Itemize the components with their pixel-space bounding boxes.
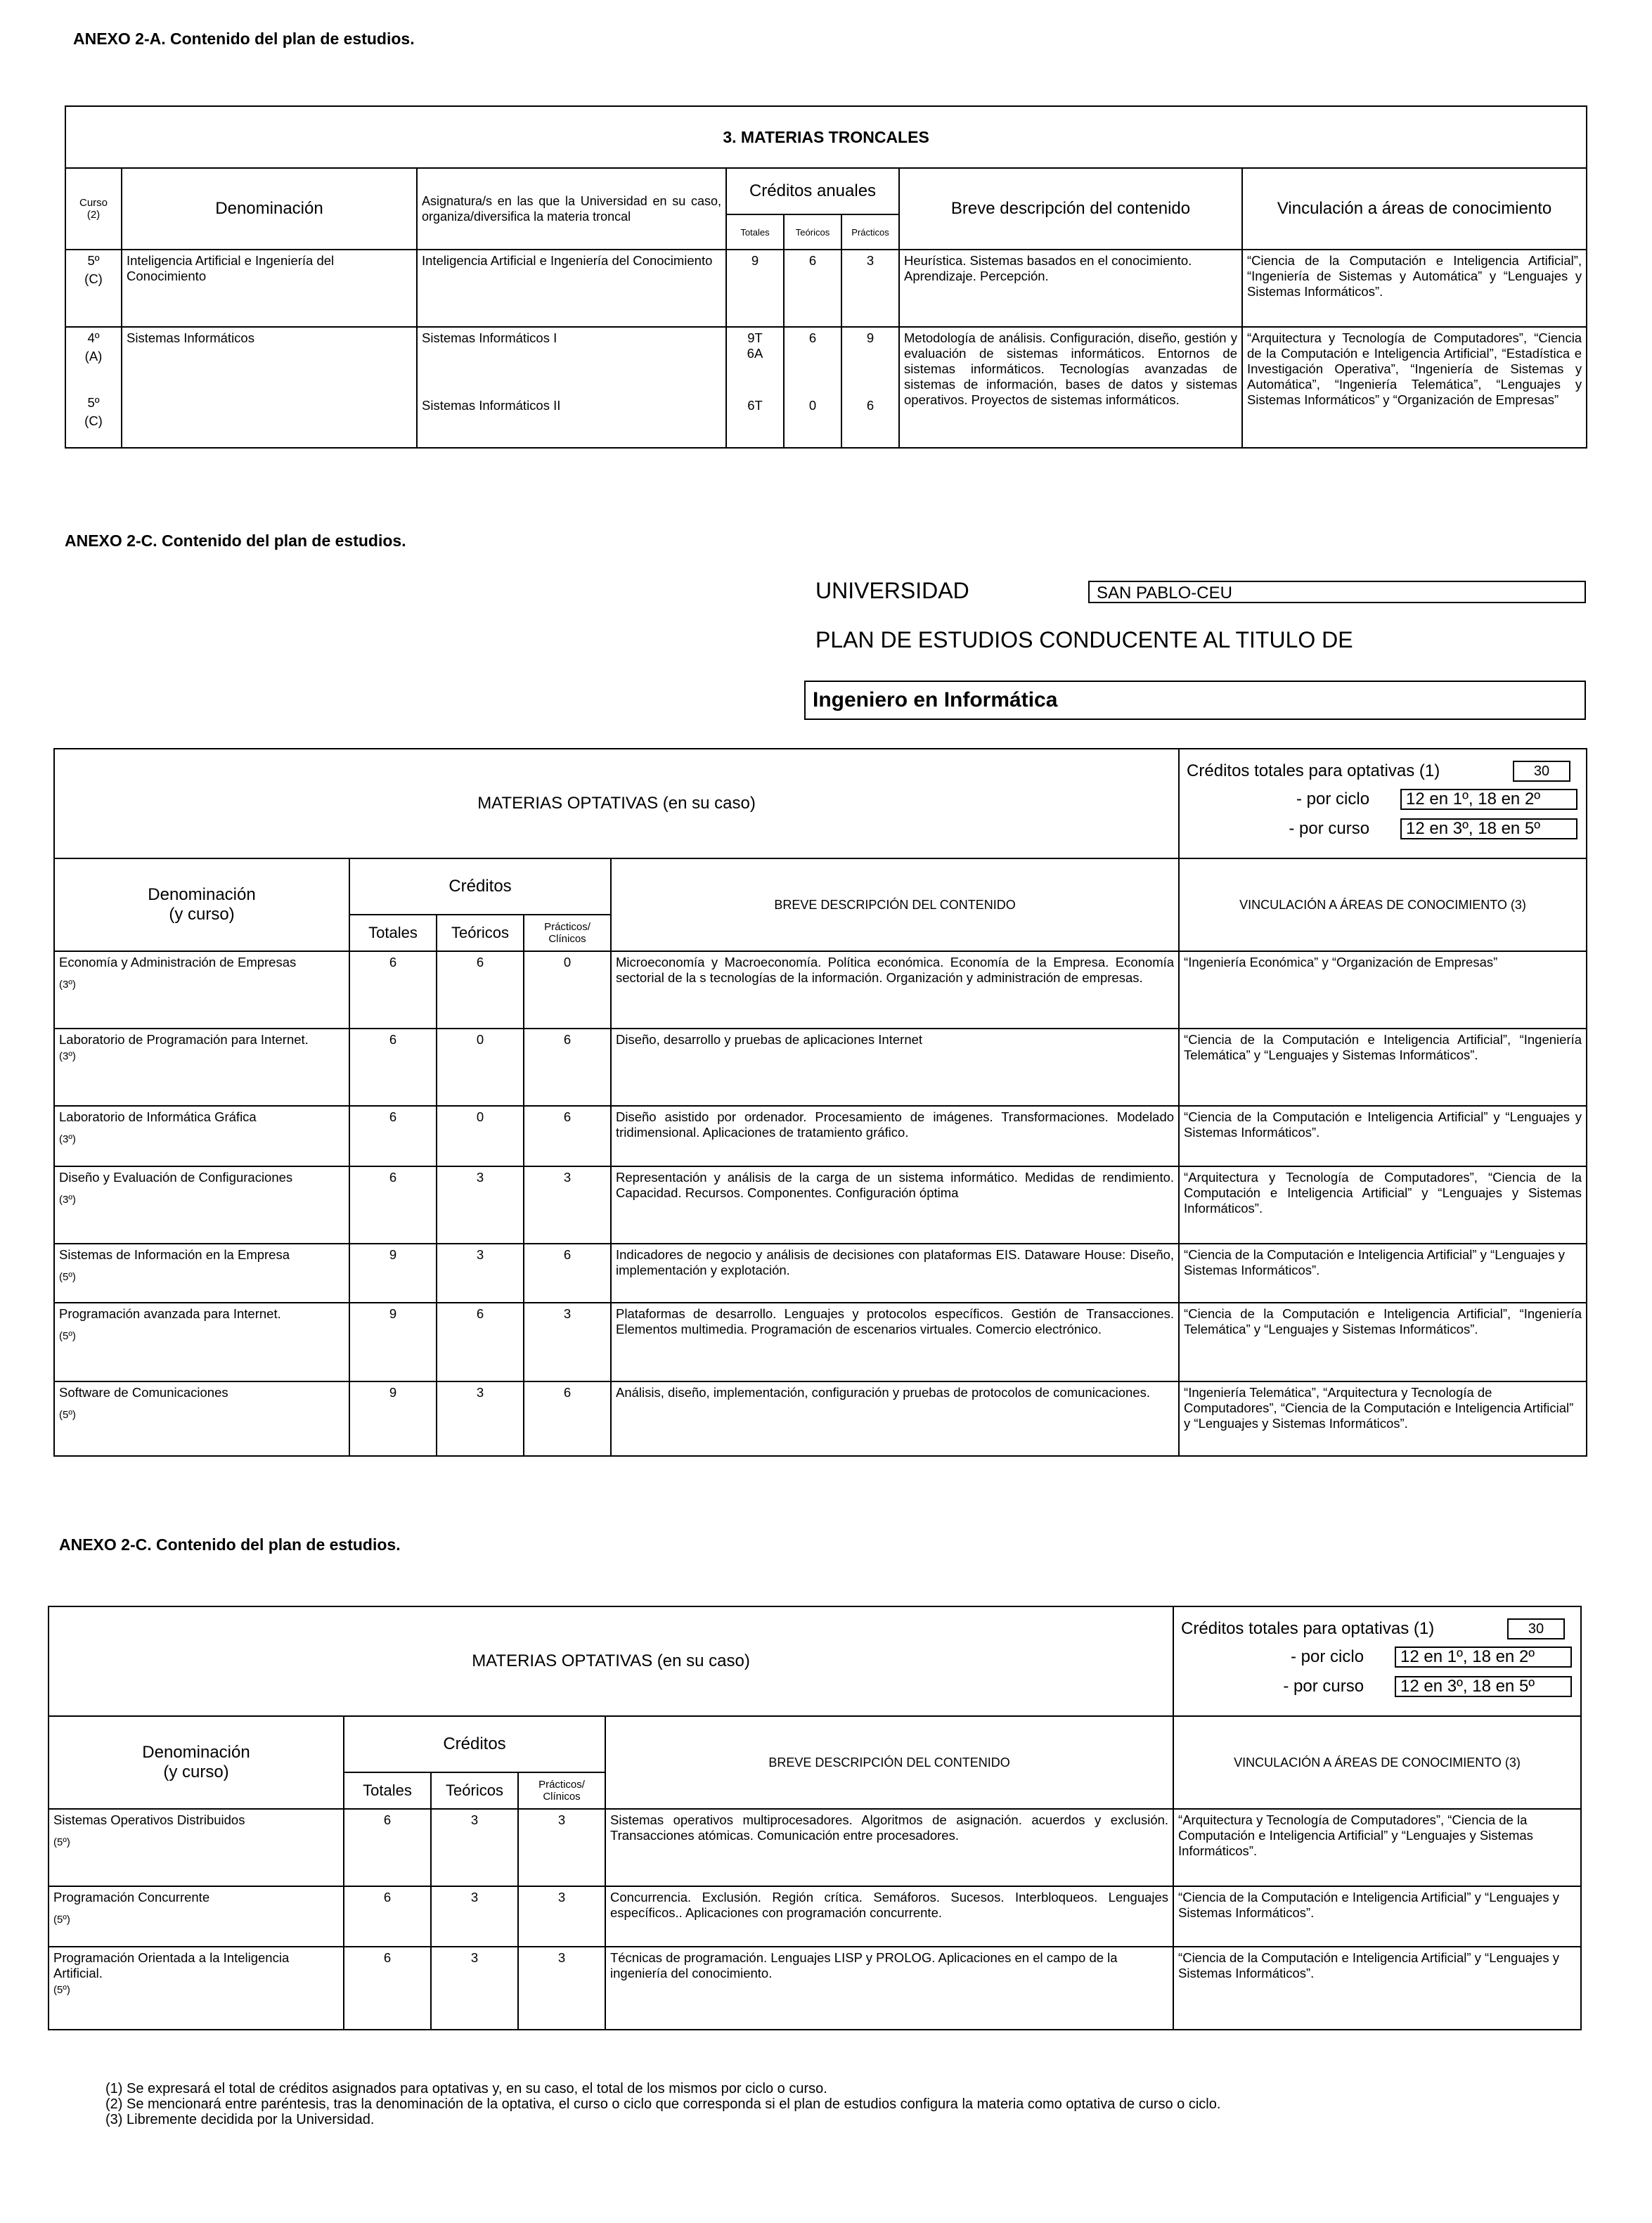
vinculacion-cell: “Arquitectura y Tecnología de Computadores”, “Ciencia de la Computación e Inteligencia Artificial”, “Estadística e Investigación Operativa”, “Ingeniería de Sistemas y Automática”, “Ingeniería Telemática”, “Lenguajes y Sistemas Informáticos” y “Organización de Empresas” [1242, 327, 1587, 448]
header-totales: Totales [726, 214, 784, 250]
header-descripcion: Breve descripción del contenido [899, 168, 1242, 250]
table-row [54, 1029, 1587, 1106]
curso-cell: 5º (C) [65, 250, 122, 327]
creditos-totales-panel [1179, 749, 1587, 858]
universidad-value: SAN PABLO-CEU [1088, 581, 1586, 603]
header-descripcion: BREVE DESCRIPCIÓN DEL CONTENIDO [605, 1716, 1173, 1809]
annex-a-title: ANEXO 2-A. Contenido del plan de estudios. [73, 30, 415, 48]
totales-cell: 9 [726, 250, 784, 327]
teoricos-cell: 3 [437, 1244, 524, 1303]
practicos-cell: 6 [524, 1106, 611, 1166]
table-row [65, 327, 1587, 448]
footnotes [105, 2081, 1547, 2127]
denominacion-cell: Laboratorio de Informática Gráfica (3º) [54, 1106, 349, 1166]
descripcion-cell: Heurística. Sistemas basados en el conocimiento. Aprendizaje. Percepción. [899, 250, 1242, 327]
creditos-totales-label: Créditos totales para optativas (1) [1187, 761, 1440, 780]
vinculacion-cell: “Arquitectura y Tecnología de Computadores”, “Ciencia de la Computación e Inteligencia Artificial” y “Lenguajes y Sistemas Informáticos”. [1179, 1166, 1587, 1244]
creditos-totales-label: Créditos totales para optativas (1) [1181, 1619, 1435, 1638]
totales-cell: 9T 6A 6T [726, 327, 784, 448]
table-row [54, 1166, 1587, 1244]
asignatura-cell: Inteligencia Artificial e Ingeniería del Conocimiento [417, 250, 726, 327]
denominacion-cell: Programación Concurrente (5º) [49, 1886, 344, 1947]
teoricos-cell: 0 [437, 1106, 524, 1166]
vinculacion-cell: “Ciencia de la Computación e Inteligencia Artificial” y “Lenguajes y Sistemas Informáticos”. [1173, 1947, 1581, 2030]
descripcion-cell: Técnicas de programación. Lenguajes LISP y PROLOG. Aplicaciones en el campo de la ingeniería del conocimiento. [605, 1947, 1173, 2030]
header-asignatura: Asignatura/s en las que la Universidad en su caso, organiza/diversifica la materia troncal [417, 168, 726, 250]
vinculacion-cell: “Ingeniería Telemática”, “Arquitectura y Tecnología de Computadores”, “Ciencia de la Computación e Inteligencia Artificial” y “Lenguajes y Sistemas Informáticos”. [1179, 1381, 1587, 1456]
practicos-cell: 3 [841, 250, 899, 327]
descripcion-cell: Diseño, desarrollo y pruebas de aplicaciones Internet [611, 1029, 1179, 1106]
table-row [49, 1947, 1581, 2030]
universidad-label: UNIVERSIDAD [815, 578, 969, 603]
vinculacion-cell: “Ciencia de la Computación e Inteligencia Artificial” y “Lenguajes y Sistemas Informáticos”. [1173, 1886, 1581, 1947]
header-denominacion: Denominación [122, 168, 417, 250]
troncales-table [65, 105, 1587, 449]
table-row [54, 1303, 1587, 1381]
denominacion-cell: Sistemas Informáticos [122, 327, 417, 448]
teoricos-cell: 6 [784, 250, 841, 327]
vinculacion-cell: “Ciencia de la Computación e Inteligencia Artificial”, “Ingeniería de Sistemas y Automática” y “Lenguajes y Sistemas Informáticos”. [1242, 250, 1587, 327]
table-row [54, 1381, 1587, 1456]
descripcion-cell: Análisis, diseño, implementación, configuración y pruebas de protocolos de comunicaciones. [611, 1381, 1179, 1456]
plan-label: PLAN DE ESTUDIOS CONDUCENTE AL TITULO DE [815, 627, 1353, 652]
table-row [54, 1106, 1587, 1166]
totales-cell: 9 [349, 1381, 437, 1456]
footnote: (3) Libremente decidida por la Universidad. [105, 2112, 375, 2127]
practicos-cell: 3 [524, 1166, 611, 1244]
header-curso: Curso (2) [65, 168, 122, 250]
practicos-cell: 3 [518, 1947, 605, 2030]
header-practicos: Prácticos/ Clínicos [524, 915, 611, 951]
teoricos-cell: 6 [437, 1303, 524, 1381]
table-row [49, 1886, 1581, 1947]
practicos-cell: 6 [524, 1244, 611, 1303]
optativas-table-2 [48, 1606, 1582, 2030]
denominacion-cell: Software de Comunicaciones (5º) [54, 1381, 349, 1456]
teoricos-cell: 3 [431, 1809, 518, 1886]
header-descripcion: BREVE DESCRIPCIÓN DEL CONTENIDO [611, 858, 1179, 951]
descripcion-cell: Microeconomía y Macroeconomía. Política económica. Economía de la Empresa. Economía sectorial de la s tecnologías de la información. Organización y administración de empresas. [611, 951, 1179, 1029]
totales-cell: 9 [349, 1303, 437, 1381]
vinculacion-cell: “Ciencia de la Computación e Inteligencia Artificial” y “Lenguajes y Sistemas Informáticos”. [1179, 1106, 1587, 1166]
teoricos-cell: 3 [437, 1381, 524, 1456]
header-practicos: Prácticos [841, 214, 899, 250]
practicos-cell: 9 6 [841, 327, 899, 448]
vinculacion-cell: “Ciencia de la Computación e Inteligencia Artificial”, “Ingeniería Telemática” y “Lenguajes y Sistemas Informáticos”. [1179, 1029, 1587, 1106]
annex-c1-title: ANEXO 2-C. Contenido del plan de estudios. [65, 531, 406, 550]
denominacion-cell: Diseño y Evaluación de Configuraciones (3º) [54, 1166, 349, 1244]
por-ciclo-value: 12 en 1º, 18 en 2º [1395, 1647, 1572, 1668]
section-troncales: 3. MATERIAS TRONCALES [65, 106, 1587, 168]
table-row [54, 951, 1587, 1029]
denominacion-cell: Programación avanzada para Internet. (5º) [54, 1303, 349, 1381]
curso-cell: 4º (A) 5º (C) [65, 327, 122, 448]
totales-cell: 6 [344, 1947, 431, 2030]
totales-cell: 6 [349, 1166, 437, 1244]
practicos-cell: 6 [524, 1381, 611, 1456]
practicos-cell: 3 [518, 1886, 605, 1947]
teoricos-cell: 6 [437, 951, 524, 1029]
vinculacion-cell: “Ciencia de la Computación e Inteligencia Artificial”, “Ingeniería Telemática” y “Lenguajes y Sistemas Informáticos”. [1179, 1303, 1587, 1381]
vinculacion-cell: “Ciencia de la Computación e Inteligencia Artificial” y “Lenguajes y Sistemas Informáticos”. [1179, 1244, 1587, 1303]
vinculacion-cell: “Arquitectura y Tecnología de Computadores”, “Ciencia de la Computación e Inteligencia Artificial” y “Lenguajes y Sistemas Informáticos”. [1173, 1809, 1581, 1886]
denominacion-cell: Sistemas de Información en la Empresa (5º) [54, 1244, 349, 1303]
asignatura-cell: Sistemas Informáticos I Sistemas Informáticos II [417, 327, 726, 448]
practicos-cell: 6 [524, 1029, 611, 1106]
vinculacion-cell: “Ingeniería Económica” y “Organización de Empresas” [1179, 951, 1587, 1029]
table-row [65, 250, 1587, 327]
descripcion-cell: Diseño asistido por ordenador. Procesamiento de imágenes. Transformaciones. Modelado tridimensional. Aplicaciones de tratamiento gráfico. [611, 1106, 1179, 1166]
totales-cell: 6 [344, 1886, 431, 1947]
annex-c2-title: ANEXO 2-C. Contenido del plan de estudios. [59, 1535, 401, 1554]
denominacion-cell: Sistemas Operativos Distribuidos (5º) [49, 1809, 344, 1886]
descripcion-cell: Metodología de análisis. Configuración, diseño, gestión y evaluación de sistemas informáticos. Entornos de sistemas informáticos. Tecnologías avanzadas de sistemas de información, bases de datos y sistemas operativos. Proyectos de sistemas informáticos. [899, 327, 1242, 448]
practicos-cell: 3 [518, 1809, 605, 1886]
totales-cell: 6 [349, 1029, 437, 1106]
por-curso-label: - por curso [1289, 819, 1370, 838]
header-vinculacion: VINCULACIÓN A ÁREAS DE CONOCIMIENTO (3) [1179, 858, 1587, 951]
header-creditos: Créditos [344, 1716, 605, 1772]
teoricos-cell: 6 0 [784, 327, 841, 448]
totales-cell: 6 [349, 951, 437, 1029]
totales-cell: 6 [344, 1809, 431, 1886]
titulo-value: Ingeniero en Informática [804, 681, 1586, 720]
creditos-totales-value: 30 [1507, 1618, 1565, 1639]
descripcion-cell: Sistemas operativos multiprocesadores. Algoritmos de asignación. acuerdos y exclusión. Transacciones atómicas. Comunicación entre procesadores. [605, 1809, 1173, 1886]
footnote: (2) Se mencionará entre paréntesis, tras la denominación de la optativa, el curso o ciclo que corresponda si el plan de estudios configura la materia como optativa de curso o ciclo. [105, 2096, 1221, 2112]
header-teoricos: Teóricos [431, 1772, 518, 1809]
denominacion-cell: Programación Orientada a la Inteligencia Artificial. (5º) [49, 1947, 344, 2030]
denominacion-cell: Economía y Administración de Empresas (3º) [54, 951, 349, 1029]
creditos-totales-panel [1173, 1606, 1581, 1716]
optativas-table-1 [53, 748, 1587, 1457]
header-vinculacion: VINCULACIÓN A ÁREAS DE CONOCIMIENTO (3) [1173, 1716, 1581, 1809]
header-denominacion: Denominación (y curso) [54, 858, 349, 951]
header-totales: Totales [349, 915, 437, 951]
section-optativas: MATERIAS OPTATIVAS (en su caso) [54, 749, 1179, 858]
header-totales: Totales [344, 1772, 431, 1809]
teoricos-cell: 3 [431, 1947, 518, 2030]
por-curso-value: 12 en 3º, 18 en 5º [1400, 818, 1577, 839]
header-teoricos: Teóricos [437, 915, 524, 951]
descripcion-cell: Indicadores de negocio y análisis de decisiones con plataformas EIS. Dataware House: Diseño, implementación y explotación. [611, 1244, 1179, 1303]
teoricos-cell: 3 [431, 1886, 518, 1947]
header-creditos-anuales: Créditos anuales [726, 168, 899, 214]
header-teoricos: Teóricos [784, 214, 841, 250]
footnote: (1) Se expresará el total de créditos asignados para optativas y, en su caso, el total de los mismos por ciclo o curso. [105, 2081, 827, 2096]
denominacion-cell: Laboratorio de Programación para Internet. (3º) [54, 1029, 349, 1106]
teoricos-cell: 3 [437, 1166, 524, 1244]
totales-cell: 6 [349, 1106, 437, 1166]
practicos-cell: 0 [524, 951, 611, 1029]
practicos-cell: 3 [524, 1303, 611, 1381]
por-ciclo-label: - por ciclo [1296, 790, 1370, 808]
header-denominacion: Denominación (y curso) [49, 1716, 344, 1809]
descripcion-cell: Plataformas de desarrollo. Lenguajes y protocolos específicos. Gestión de Transacciones. Elementos multimedia. Programación de escenarios virtuales. Comercio electrónico. [611, 1303, 1179, 1381]
header-practicos: Prácticos/ Clínicos [518, 1772, 605, 1809]
descripcion-cell: Representación y análisis de la carga de un sistema informático. Medidas de rendimiento. Capacidad. Recursos. Componentes. Configuración óptima [611, 1166, 1179, 1244]
teoricos-cell: 0 [437, 1029, 524, 1106]
denominacion-cell: Inteligencia Artificial e Ingeniería del Conocimiento [122, 250, 417, 327]
totales-cell: 9 [349, 1244, 437, 1303]
por-curso-value: 12 en 3º, 18 en 5º [1395, 1676, 1572, 1697]
header-vinculacion: Vinculación a áreas de conocimiento [1242, 168, 1587, 250]
descripcion-cell: Concurrencia. Exclusión. Región crítica. Semáforos. Sucesos. Interbloqueos. Lenguajes específicos.. Aplicaciones con programación concurrente. [605, 1886, 1173, 1947]
table-row [54, 1244, 1587, 1303]
header-creditos: Créditos [349, 858, 611, 915]
section-optativas: MATERIAS OPTATIVAS (en su caso) [49, 1606, 1173, 1716]
por-ciclo-label: - por ciclo [1291, 1647, 1364, 1666]
por-curso-label: - por curso [1283, 1677, 1364, 1696]
por-ciclo-value: 12 en 1º, 18 en 2º [1400, 789, 1577, 810]
creditos-totales-value: 30 [1513, 761, 1570, 782]
table-row [49, 1809, 1581, 1886]
